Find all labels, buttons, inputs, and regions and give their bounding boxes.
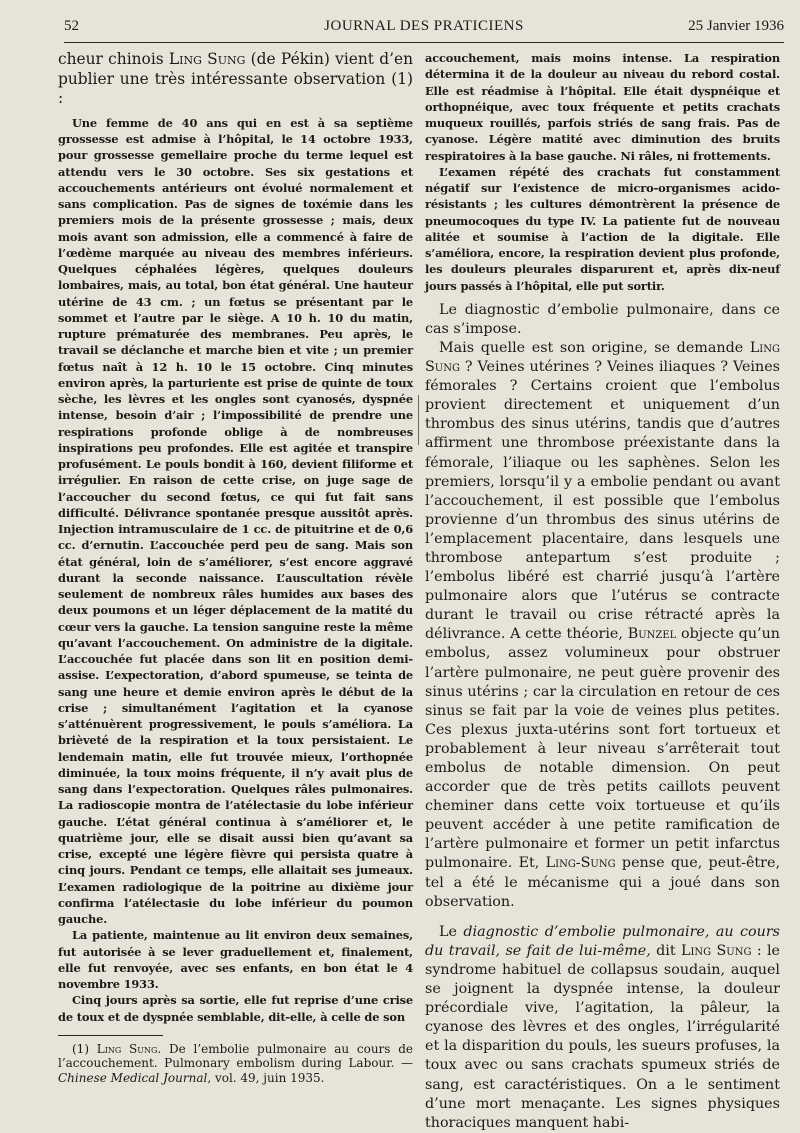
- case-report-paragraph: La patiente, maintenue au lit environ deux semaines, fut autorisée à se lever graduellement et, finalement, elle fut renvoyée, avec ses enfants, en bon état le 4 novembre 1933.: [58, 928, 413, 992]
- case-report-paragraph: L’examen répété des crachats fut constamment négatif sur l’existence de micro-organismes acido-résistants ; les cultures démontrèrent la présence de pneumocoques du type IV. La patiente fut de nouveau alitée et soumise à l’action de la digitale. Elle s’améliora, encore, la respiration devient plus profonde, les douleurs pleurales disparurent et, après dix-neuf jours passés à l’hôpital, elle put sortir.: [425, 164, 780, 293]
- case-report-paragraph: Une femme de 40 ans qui en est à sa septième grossesse est admise à l’hôpital, le 14 octobre 1933, pour grossesse gemellaire proche du terme lequel est attendu vers le 30 octobre. Ses six gestations et accouchements antérieurs ont évolué normalement et sans complication. Pas de signes de toxémie dans les premiers mois de la présente grossesse ; mais, deux mois avant son admission, elle a commencé à faire de l’œdème marquée au niveau des membres inférieurs. Quelques céphalées légères, quelques douleurs lombaires, mais, au total, bon état général. Une hauteur utérine de 43 cm. ; un fœtus se présentant par le sommet et l’autre par le siège. A 10 h. 10 du matin, rupture prématurée des membranes. Peu après, le travail se déclanche et marche bien et vite ; un premier fœtus naît à 12 h. 10 le 15 octobre. Cinq minutes environ après, la parturiente est prise de quinte de toux sèche, les lèvres et les ongles sont cyanosés, dyspnée intense, besoin d’air ; l’impossibilité de prendre une respirations profonde oblige à de nombreuses inspirations peu profondes. Elle est agitée et transpire profusément. Le pouls bondit à 160, devient filiforme et irrégulier. En raison de cette crise, on juge sage de l’accoucher du second fœtus, ce qui fut fait sans difficulté. Délivrance spontanée presque aussitôt après. Injection intramusculaire de 1 cc. de pituitrine et de 0,6 cc. d’ernutin. L’accouchée perd peu de sang. Mais son état général, loin de s’améliorer, s’est encore aggravé durant la seconde naissance. L’auscultation révèle seulement de nombreux râles humides aux bases des deux poumons et un léger déplacement de la matité du cœur vers la gauche. La tension sanguine reste la même qu’avant l’accouchement. On administre de la digitale. L’accouchée fut placée dans son lit en position demi-assise. L’expectoration, d’abord spumeuse, se teinta de sang une heure et demie environ après le début de la crise ; simultanément l’agitation et la cyanose s’atténuèrent progressivement, le pouls s’améliora. La brièveté de la respiration et la toux persistaient. Le lendemain matin, elle fut trouvée mieux, l’orthopnée diminuée, la toux moins fréquente, il n’y avait plus de sang dans l’expectoration. Quelques râles pulmonaires. La radioscopie montra de l’atélectasie du lobe inférieur gauche. L’état général continua à s’améliorer et, le quatrième jour, elle se disait aussi bien qu’avant sa crise, excepté une légère fièvre qui persista quatre à cinq jours. Pendant ce temps, elle allaitait ses jumeaux. L’examen radiologique de la poitrine au dixième jour confirma l’atélectasie du lobe inférieur du poumon gauche.: [58, 115, 413, 927]
- left-column: [58, 50, 413, 1085]
- footnote: (1) Ling Sung. De l’embolie pulmonaire au cours de l’accouchement. Pulmonary embolism during Labour. — Chinese Medical Journal, vol. 49, juin 1935.: [58, 1041, 413, 1085]
- right-column: [425, 50, 780, 1133]
- page-number: 52: [64, 18, 79, 34]
- issue-date: 25 Janvier 1936: [688, 18, 784, 34]
- diagnosis-paragraph: Le diagnostic d’embolie pulmonaire, au cours du travail, se fait de lui-même, dit Ling Sung : le syndrome habituel de collapsus soudain, auquel se joignent la dyspnée intense, la douleur précordiale vive, l’agitation, la pâleur, la cyanose des lèvres et des ongles, l’irrégularité et la disparition du pouls, les sueurs profuses, la toux avec ou sans crachats spumeux striés de sang, est caractéristiques. On a le sentiment d’une mort menaçante. Les signes physiques thoraciques manquent habi-: [425, 923, 781, 1131]
- discussion-paragraph: Mais quelle est son origine, se demande Ling Sung ? Veines utérines ? Veines iliaques ? Veines fémorales ? Certains croient que l’embolus provient directement et uniquement d’un thrombus des sinus utérins, tandis que d’autres affirment une thrombose préexistante dans la fémorale, l’iliaque ou les saphènes. Selon les premiers, lorsqu’il y a embolie pendant ou avant l’accouchement, il est possible que l’embolus provienne d’un thrombus des sinus utérins de l’emplacement placentaire, dans lesquels une thrombose antepartum s’est produite ; l’embolus libéré est charrié jusqu’à l’artère pulmonaire alors que l’utérus se contracte durant le travail ou crise rétracté après la délivrance. A cette théorie, Bunzel objecte qu’un embolus, assez volumineux pour obstruer l’artère pulmonaire, ne peut guère provenir des sinus utérins ; car la circulation en retour de ces sinus se fait par la voie de veines plus petites. Ces plexus juxta-utérins sont fort tortueux et probablement à leur niveau s’arrêterait tout embolus de notable dimension. On peut accorder que de très petits caillots peuvent cheminer dans cette voix tortueuse et qu’ils peuvent accéder à une petite ramification de l’artère pulmonaire et former un petit infarctus pulmonaire. Et, Ling-Sung pense que, peut-être, tel a été le mécanisme qui a joué dans son observation.: [425, 339, 781, 910]
- column-divider: [418, 395, 419, 445]
- footnote-rule: [58, 1035, 163, 1036]
- journal-title: JOURNAL DES PRATICIENS: [324, 18, 524, 34]
- lead-paragraph: cheur chinois Ling Sung (de Pékin) vient d’en publier une très intéressante observation (1) :: [58, 50, 413, 108]
- discussion-paragraph: Le diagnostic d’embolie pulmonaire, dans ce cas s’impose.: [425, 301, 780, 337]
- case-report-paragraph: accouchement, mais moins intense. La respiration détermina it de la douleur au niveau du rebord costal. Elle est réadmise à l’hôpital. Elle était dyspnéique et orthopnéique, avec toux fréquente et petits crachats muqueux rouillés, parfois striés de sang frais. Pas de cyanose. Légère matité avec diminution des bruits respiratoires à la base gauche. Ni râles, ni frottements.: [425, 51, 780, 163]
- case-report-paragraph: Cinq jours après sa sortie, elle fut reprise d’une crise de toux et de dyspnée semblable, dit-elle, à celle de son: [58, 993, 413, 1024]
- running-header: [64, 16, 784, 43]
- author-name: Ling Sung: [168, 50, 246, 68]
